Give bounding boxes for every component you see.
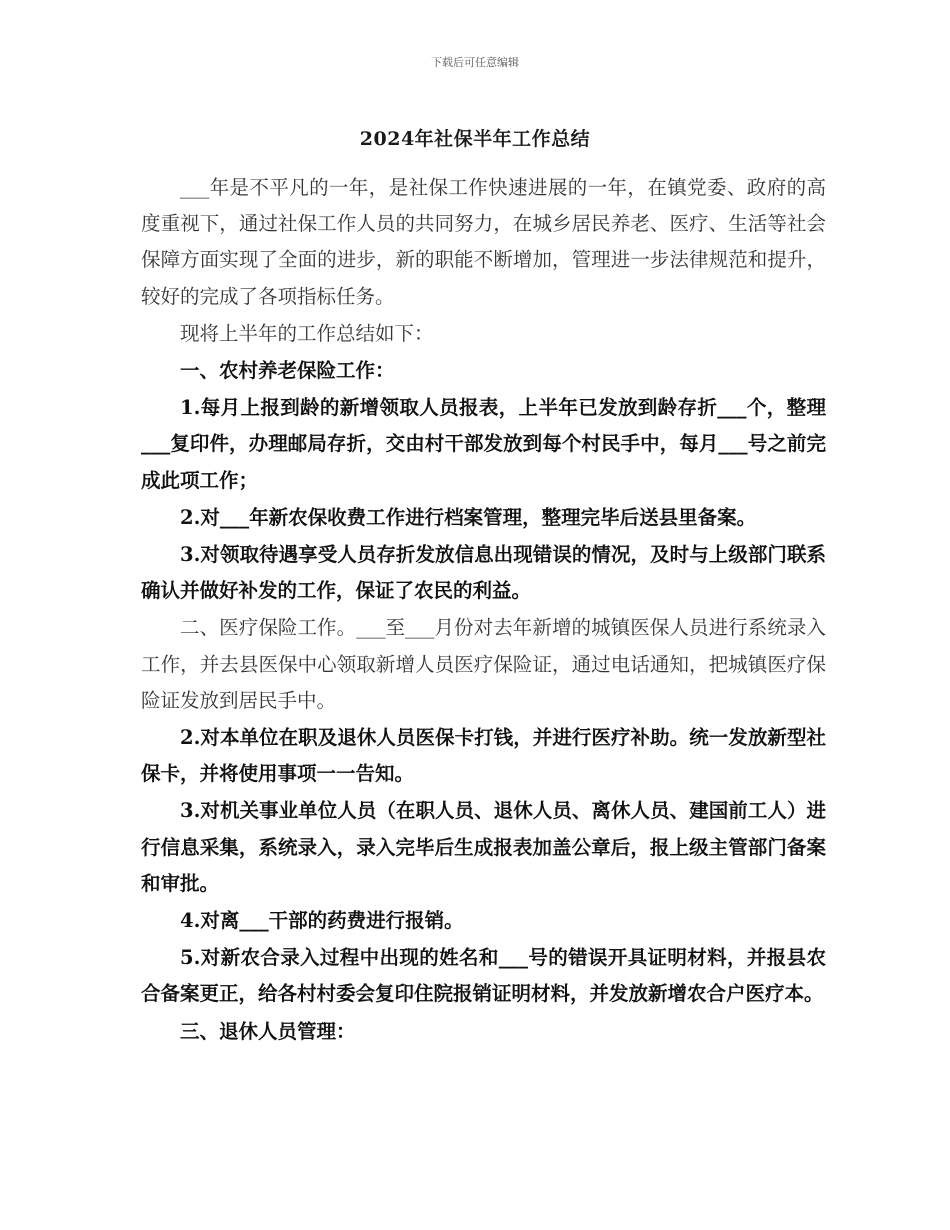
document-body [141, 170, 826, 1051]
section-heading: 一、农村养老保险工作： [180, 359, 395, 383]
paragraph: 2.对___年新农保收费工作进行档案管理，整理完毕后送县里备案。 [180, 505, 757, 529]
paragraph: 二、医疗保险工作。___至___月份对去年新增的城镇医保人员进行系统录入工作，并去县医保中心领取新增人员医疗保险证，通过电话通知，把城镇医疗保险证发放到居民手中。 [141, 616, 826, 712]
section-heading: 三、退休人员管理： [180, 1019, 356, 1043]
paragraph: 3.对机关事业单位人员（在职人员、退休人员、离休人员、建国前工人）进行信息采集，系统录入，录入完毕后生成报表加盖公章后，报上级主管部门备案和审批。 [141, 799, 826, 895]
header-note: 下载后可任意编辑 [431, 56, 519, 69]
paragraph: 3.对领取待遇享受人员存折发放信息出现错误的情况，及时与上级部门联系确认并做好补发的工作，保证了农民的利益。 [141, 543, 826, 603]
paragraph: 2.对本单位在职及退休人员医保卡打钱，并进行医疗补助。统一发放新型社保卡，并将使用事项一一告知。 [141, 726, 826, 786]
paragraph: ___年是不平凡的一年，是社保工作快速进展的一年，在镇党委、政府的高度重视下，通过社保工作人员的共同努力，在城乡居民养老、医疗、生活等社会保障方面实现了全面的进步，新的职能不断增加，管理进一步法律规范和提升，较好的完成了各项指标任务。 [141, 176, 826, 308]
paragraph: 5.对新农合录入过程中出现的姓名和___号的错误开具证明材料，并报县农合备案更正，给各村村委会复印住院报销证明材料，并发放新增农合户医疗本。 [141, 946, 826, 1006]
paragraph: 1.每月上报到龄的新增领取人员报表，上半年已发放到龄存折___个，整理___复印件，办理邮局存折，交由村干部发放到每个村民手中，每月___号之前完成此项工作； [141, 396, 826, 492]
paragraph: 4.对离___干部的药费进行报销。 [180, 909, 464, 933]
document-title: 2024年社保半年工作总结 [359, 128, 591, 150]
paragraph: 现将上半年的工作总结如下： [180, 321, 434, 345]
